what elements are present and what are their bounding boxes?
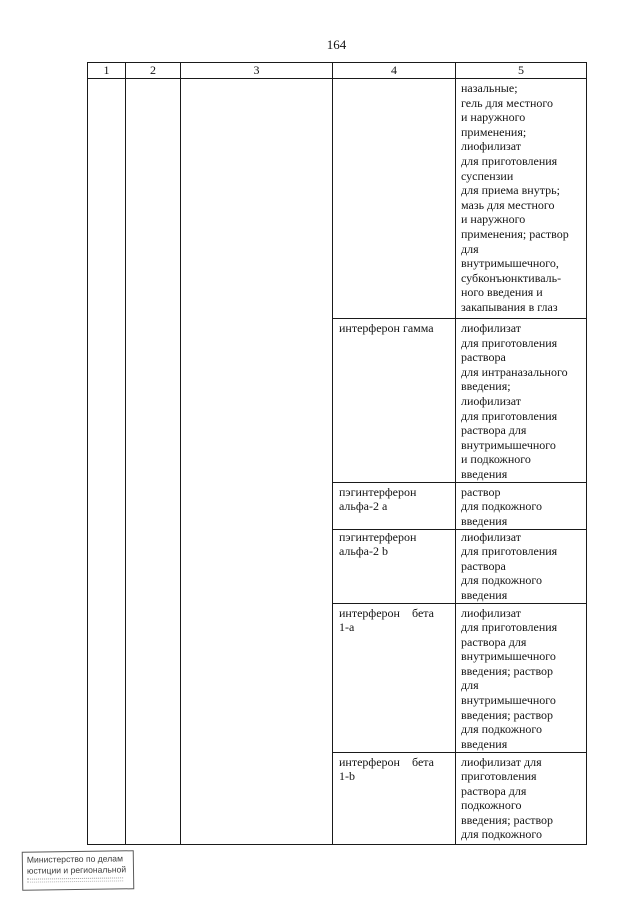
dosage-form-line: для подкожного (461, 573, 543, 588)
drug-name-line: альфа-2 а (339, 499, 388, 514)
dosage-form-cell (456, 752, 587, 844)
dosage-form-line: для приготовления (461, 153, 558, 168)
dosage-form-line: назальные; (461, 81, 518, 95)
dosage-form-line: мазь для местного (461, 197, 555, 212)
dosage-form-line: введения (461, 513, 508, 528)
dosage-form-line: лиофилизат (461, 393, 522, 408)
dosage-form-line: лиофилизат (461, 529, 522, 544)
dosage-form-line: введения (461, 736, 508, 751)
dosage-form-line: лиофилизат для (461, 754, 542, 769)
column-header-4: 4 (333, 63, 456, 79)
dosage-form-line: для приготовления (461, 335, 558, 350)
drug-table (87, 62, 587, 845)
stamp-line: юстиции и региональной (26, 863, 127, 876)
dosage-form-line: раствора (461, 558, 506, 573)
stamp-illegible-mark (27, 877, 123, 882)
dosage-form-line: ного введения и (461, 285, 543, 300)
drug-name-line: альфа-2 b (339, 544, 388, 559)
dosage-form-line: для подкожного (461, 499, 543, 514)
dosage-form-line: введения; раствор (461, 707, 554, 722)
drug-name-cell (333, 603, 456, 752)
dosage-form-cell (456, 79, 587, 319)
column-header-3: 3 (181, 63, 333, 79)
dosage-form-cell (456, 319, 587, 483)
dosage-form-line: введения; раствор (461, 812, 554, 827)
drug-name-cell (333, 79, 456, 319)
dosage-form-line: и наружного (461, 212, 526, 227)
dosage-form-line: лиофилизат (461, 605, 522, 620)
dosage-form-cell (456, 482, 587, 529)
dosage-form-line: гель для местного (461, 95, 553, 110)
ministry-stamp (22, 850, 135, 891)
dosage-form-line: для интраназального (461, 364, 568, 379)
column-header-5: 5 (456, 63, 587, 79)
column-3-cell (181, 79, 333, 845)
drug-name-line: интерферон бета (339, 605, 434, 620)
dosage-form-line: раствор (461, 484, 501, 499)
dosage-form-line: для приготовления (461, 544, 558, 559)
dosage-form-line: для подкожного (461, 827, 543, 842)
dosage-form-line: суспензии (461, 168, 514, 183)
page-number: 164 (326, 37, 347, 52)
dosage-form-line: и подкожного (461, 452, 531, 467)
dosage-form-cell (456, 603, 587, 752)
dosage-form-line: для приготовления (461, 620, 558, 635)
drug-name-line: интерферон гамма (339, 321, 434, 335)
dosage-form-line: подкожного (461, 798, 522, 813)
dosage-form-line: и наружного (461, 110, 526, 125)
header-row (88, 63, 587, 79)
dosage-form-line: приготовления (461, 769, 537, 784)
drug-name-cell (333, 319, 456, 483)
drug-name-line: пэгинтерферон (339, 484, 417, 499)
stamp-line: Министерство по делам (26, 853, 124, 865)
dosage-form-line: раствора (461, 350, 506, 365)
drug-name-cell (333, 482, 456, 529)
dosage-form-line: для приготовления (461, 408, 558, 423)
drug-name-line: пэгинтерферон (339, 529, 417, 544)
dosage-form-line: раствора для (461, 423, 527, 438)
dosage-form-line: внутримышечного (461, 693, 556, 708)
drug-name-cell (333, 752, 456, 844)
column-header-1: 1 (88, 63, 126, 79)
dosage-form-line: для приема внутрь; (461, 183, 560, 198)
dosage-form-line: закапывания в глаз (461, 299, 558, 314)
dosage-form-line: внутримышечного (461, 649, 556, 664)
dosage-form-line: субконъюнктиваль- (461, 270, 562, 285)
drug-name-line: интерферон бета (339, 754, 434, 769)
dosage-form-line: применения; раствор (461, 226, 569, 241)
dosage-form-cell (456, 529, 587, 603)
dosage-form-line: для подкожного (461, 722, 543, 737)
dosage-form-line: раствора для (461, 634, 527, 649)
drug-name-line: 1-а (339, 620, 355, 635)
column-2-cell (126, 79, 181, 845)
column-header-2: 2 (126, 63, 181, 79)
dosage-form-line: раствора для (461, 783, 527, 798)
dosage-form-line: применения; (461, 124, 527, 139)
dosage-form-line: лиофилизат (461, 321, 522, 335)
drug-name-line: 1-b (339, 769, 355, 784)
dosage-form-line: лиофилизат (461, 139, 522, 154)
dosage-form-line: внутримышечного, (461, 256, 559, 271)
dosage-form-line: введения; (461, 379, 511, 394)
table-row (88, 79, 587, 319)
dosage-form-line: для (461, 678, 479, 693)
dosage-form-line: введения (461, 587, 508, 602)
dosage-form-line: введения; раствор (461, 663, 554, 678)
dosage-form-line: введения (461, 466, 508, 481)
drug-name-cell (333, 529, 456, 603)
dosage-form-line: внутримышечного (461, 437, 556, 452)
dosage-form-line: для (461, 241, 479, 256)
column-1-cell (88, 79, 126, 845)
